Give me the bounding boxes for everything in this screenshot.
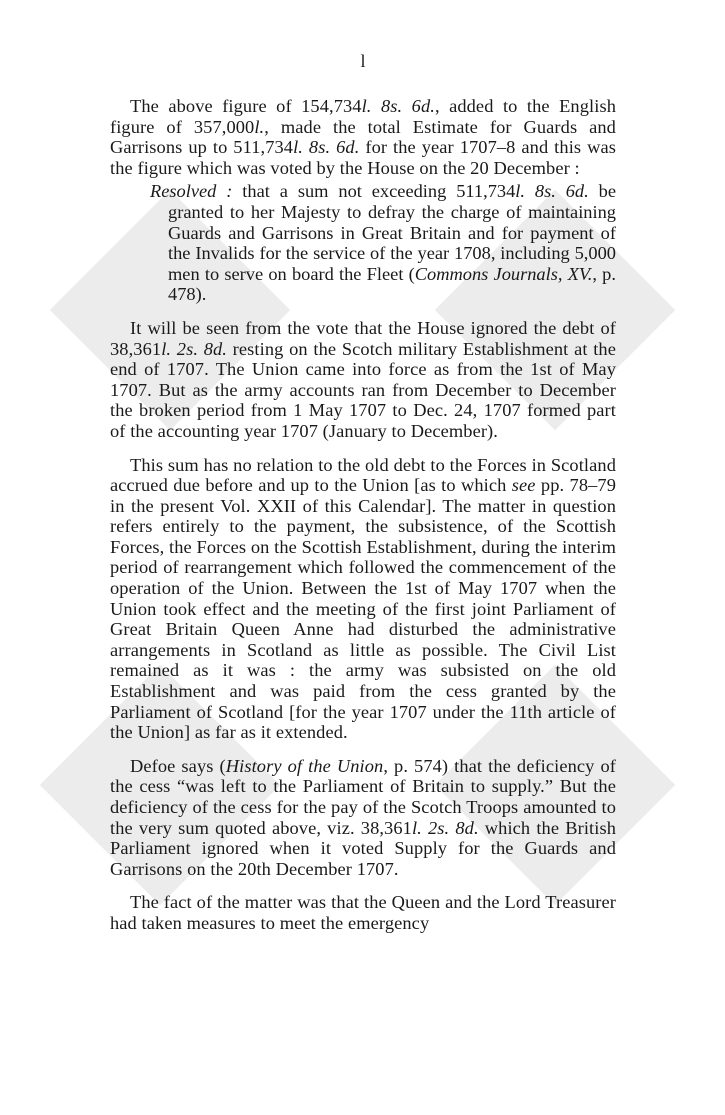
paragraph-defoe: Defoe says (History of the Union, p. 574) that the deficiency of the cess “was left to the Parliament of Britain to supply.” But the deficiency of the cess for the pay of the Scotch Troops amounted to the very sum quoted above, viz. 38,361l. 2s. 8d. which the British Parliament ignored when it voted Supply for the Guards and Garrisons on the 20th December 1707. <box>110 755 617 879</box>
document-page <box>110 52 616 947</box>
paragraph-estimate: The above figure of 154,734l. 8s. 6d., added to the English figure of 357,000l., made the total Estimate for Guards and Garrisons up to 511,734l. 8s. 6d. for the year 1707–8 and this was the figure which was voted by the House on the 20 December : <box>110 96 616 178</box>
paragraph-scotch-debt: It will be seen from the vote that the House ignored the debt of 38,361l. 2s. 8d. resting on the Scotch military Establishment at the end of 1707. The Union came into force as from the 1st of May 1707. But as the army accounts ran from December to December the broken period from 1 May 1707 to Dec. 24, 1707 formed part of the accounting year 1707 (January to December). <box>110 317 616 441</box>
paragraph-union-forces: This sum has no relation to the old debt to the Forces in Scotland accrued due before and up to the Union [as to which see pp. 78–79 in the present Vol. XXII of this Calendar]. The matter in question refers entirely to the payment, the subsistence, of the Scottish Forces, the Forces on the Scottish Establishment, during the interim period of rearrangement which followed the commencement of the operation of the Union. Between the 1st of May 1707 when the Union took effect and the meeting of the first joint Parliament of Great Britain Queen Anne had disturbed the administrative arrangements in Scotland as little as possible. The Civil List remained as it was : the army was subsisted on the old Establishment and was paid from the cess granted by the Parliament of Scotland [for the year 1707 under the 11th article of the Union] as far as it extended. <box>110 454 616 743</box>
page-number: l <box>360 51 366 71</box>
resolution-quote: Resolved : that a sum not exceeding 511,734l. 8s. 6d. be granted to her Majesty to defray the charge of maintaining Guards and Garrisons in Great Britain and for payment of the Invalids for the service of the year 1708, including 5,000 men to serve on board the Fleet (Commons Journals, XV., p. 478). <box>150 181 616 305</box>
paragraph-emergency: The fact of the matter was that the Queen and the Lord Treasurer had taken measures to meet the emergency <box>110 892 616 933</box>
